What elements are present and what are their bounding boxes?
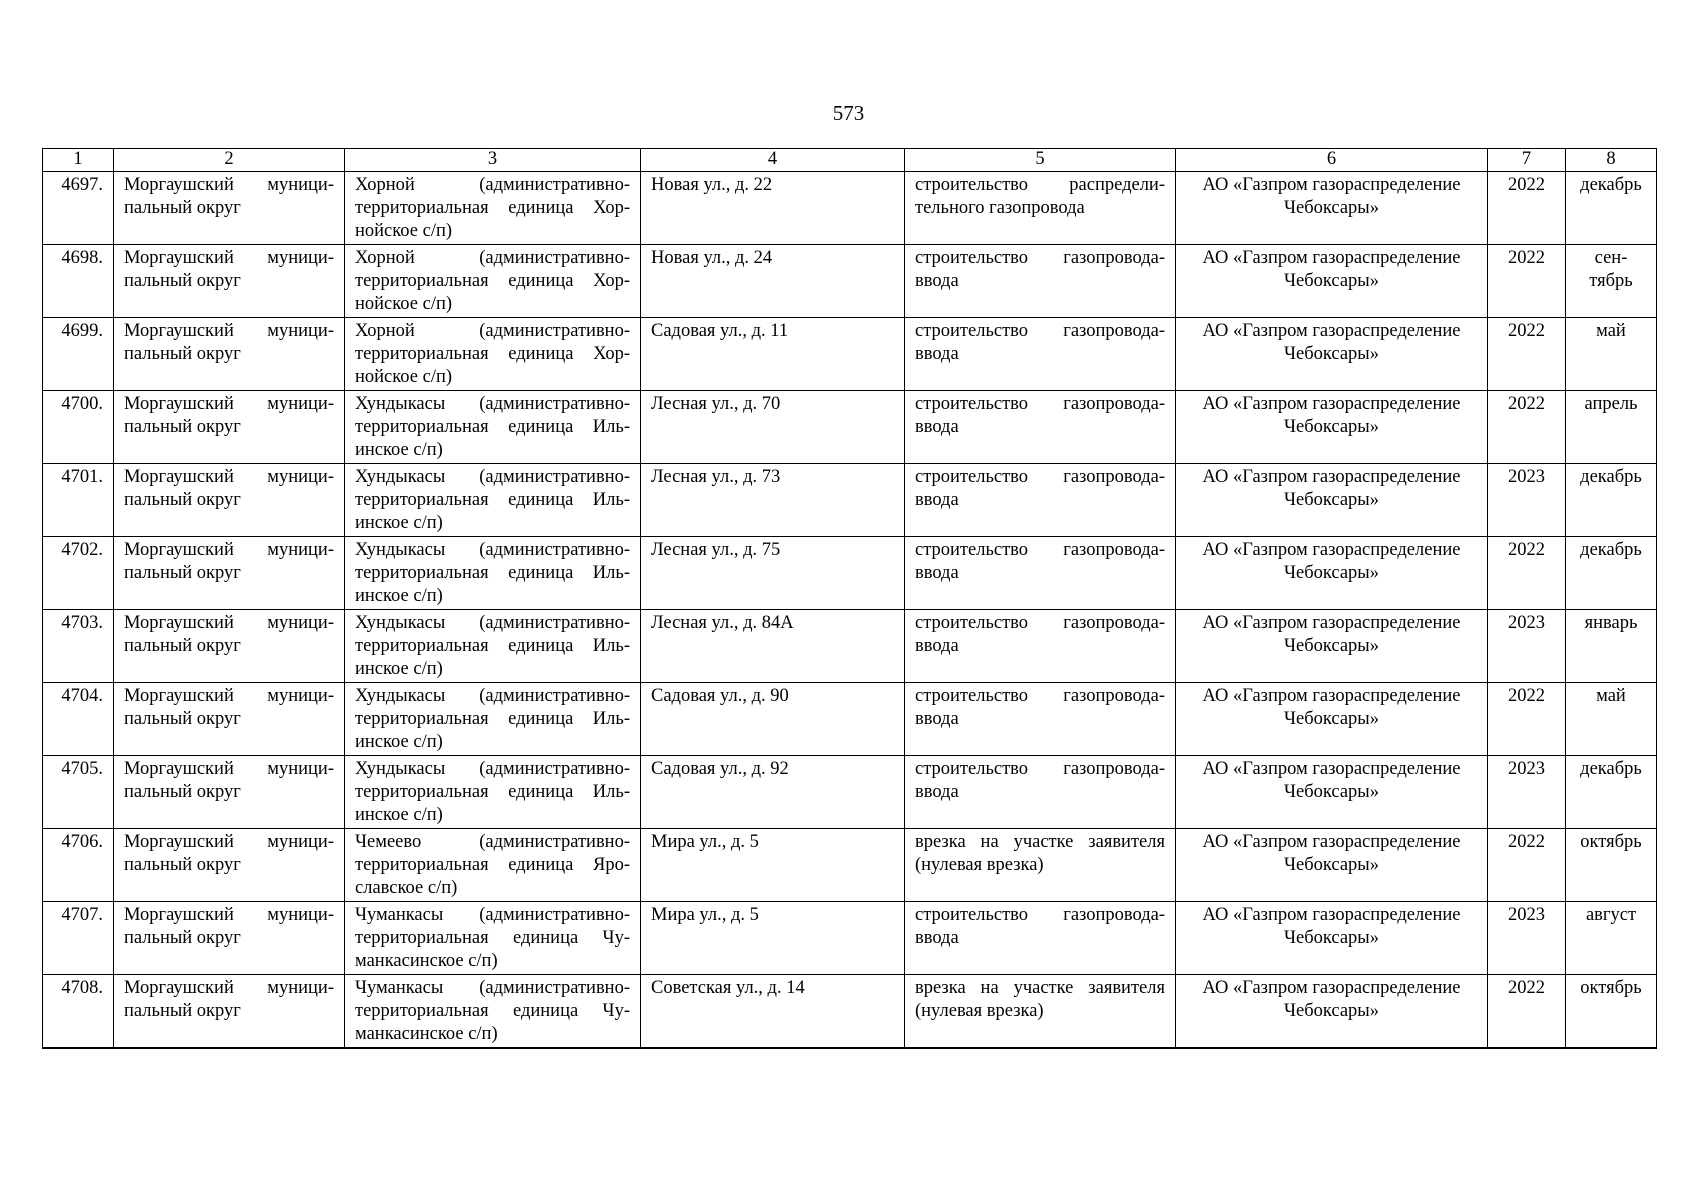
table-row bbox=[43, 537, 1657, 610]
column-header: 8 bbox=[1566, 149, 1657, 172]
table-row bbox=[43, 172, 1657, 245]
organization-cell: АО «Газпром газораспределение Чебоксары» bbox=[1176, 391, 1488, 464]
organization-cell: АО «Газпром газораспределение Чебоксары» bbox=[1176, 537, 1488, 610]
column-header: 5 bbox=[905, 149, 1176, 172]
organization-cell: АО «Газпром газораспределение Чебоксары» bbox=[1176, 464, 1488, 537]
organization-cell: АО «Газпром газораспределение Чебоксары» bbox=[1176, 683, 1488, 756]
district-cell: Моргаушский муници-пальный округ bbox=[114, 756, 345, 829]
organization-cell: АО «Газпром газораспределение Чебоксары» bbox=[1176, 902, 1488, 975]
district-cell: Моргаушский муници-пальный округ bbox=[114, 829, 345, 902]
work-type-cell: строительство газопровода-ввода bbox=[905, 391, 1176, 464]
district-cell: Моргаушский муници-пальный округ bbox=[114, 172, 345, 245]
locality-cell: Чуманкасы (административно-территориальная единица Чу-манкасинское с/п) bbox=[345, 975, 641, 1049]
table-row bbox=[43, 829, 1657, 902]
row-number: 4703. bbox=[43, 610, 114, 683]
address-cell: Советская ул., д. 14 bbox=[641, 975, 905, 1049]
address-cell: Новая ул., д. 22 bbox=[641, 172, 905, 245]
column-number-header-row bbox=[43, 149, 1657, 172]
locality-cell: Хундыкасы (административно-территориальная единица Иль-инское с/п) bbox=[345, 537, 641, 610]
month-cell: май bbox=[1566, 683, 1657, 756]
row-number: 4699. bbox=[43, 318, 114, 391]
locality-cell: Хорной (административно-территориальная единица Хор-нойское с/п) bbox=[345, 245, 641, 318]
district-cell: Моргаушский муници-пальный округ bbox=[114, 537, 345, 610]
row-number: 4708. bbox=[43, 975, 114, 1049]
row-number: 4707. bbox=[43, 902, 114, 975]
table-row bbox=[43, 318, 1657, 391]
year-cell: 2023 bbox=[1488, 902, 1566, 975]
locality-cell: Хундыкасы (административно-территориальная единица Иль-инское с/п) bbox=[345, 610, 641, 683]
district-cell: Моргаушский муници-пальный округ bbox=[114, 318, 345, 391]
organization-cell: АО «Газпром газораспределение Чебоксары» bbox=[1176, 829, 1488, 902]
row-number: 4705. bbox=[43, 756, 114, 829]
table-row bbox=[43, 610, 1657, 683]
year-cell: 2023 bbox=[1488, 610, 1566, 683]
organization-cell: АО «Газпром газораспределение Чебоксары» bbox=[1176, 318, 1488, 391]
organization-cell: АО «Газпром газораспределение Чебоксары» bbox=[1176, 975, 1488, 1049]
address-cell: Новая ул., д. 24 bbox=[641, 245, 905, 318]
organization-cell: АО «Газпром газораспределение Чебоксары» bbox=[1176, 172, 1488, 245]
month-cell: сен-тябрь bbox=[1566, 245, 1657, 318]
page-number: 573 bbox=[832, 101, 865, 125]
row-number: 4706. bbox=[43, 829, 114, 902]
column-header: 6 bbox=[1176, 149, 1488, 172]
work-type-cell: строительство газопровода-ввода bbox=[905, 756, 1176, 829]
column-header: 2 bbox=[114, 149, 345, 172]
row-number: 4702. bbox=[43, 537, 114, 610]
address-cell: Лесная ул., д. 70 bbox=[641, 391, 905, 464]
address-cell: Садовая ул., д. 90 bbox=[641, 683, 905, 756]
work-type-cell: врезка на участке заявителя (нулевая врезка) bbox=[905, 829, 1176, 902]
locality-cell: Хундыкасы (административно-территориальная единица Иль-инское с/п) bbox=[345, 756, 641, 829]
locality-cell: Хундыкасы (административно-территориальная единица Иль-инское с/п) bbox=[345, 683, 641, 756]
year-cell: 2023 bbox=[1488, 756, 1566, 829]
month-cell: октябрь bbox=[1566, 975, 1657, 1049]
work-type-cell: строительство газопровода-ввода bbox=[905, 245, 1176, 318]
year-cell: 2022 bbox=[1488, 975, 1566, 1049]
table-row bbox=[43, 683, 1657, 756]
year-cell: 2022 bbox=[1488, 245, 1566, 318]
address-cell: Лесная ул., д. 75 bbox=[641, 537, 905, 610]
year-cell: 2022 bbox=[1488, 683, 1566, 756]
month-cell: декабрь bbox=[1566, 172, 1657, 245]
locality-cell: Чемеево (административно-территориальная единица Яро-славское с/п) bbox=[345, 829, 641, 902]
column-header: 4 bbox=[641, 149, 905, 172]
address-cell: Мира ул., д. 5 bbox=[641, 902, 905, 975]
month-cell: декабрь bbox=[1566, 464, 1657, 537]
district-cell: Моргаушский муници-пальный округ bbox=[114, 245, 345, 318]
row-number: 4700. bbox=[43, 391, 114, 464]
work-type-cell: строительство газопровода-ввода bbox=[905, 318, 1176, 391]
table-row bbox=[43, 902, 1657, 975]
column-header: 3 bbox=[345, 149, 641, 172]
month-cell: октябрь bbox=[1566, 829, 1657, 902]
month-cell: август bbox=[1566, 902, 1657, 975]
work-type-cell: строительство газопровода-ввода bbox=[905, 902, 1176, 975]
work-type-cell: строительство газопровода-ввода bbox=[905, 610, 1176, 683]
year-cell: 2022 bbox=[1488, 537, 1566, 610]
organization-cell: АО «Газпром газораспределение Чебоксары» bbox=[1176, 610, 1488, 683]
locality-cell: Хорной (административно-территориальная единица Хор-нойское с/п) bbox=[345, 172, 641, 245]
table-row bbox=[43, 391, 1657, 464]
row-number: 4701. bbox=[43, 464, 114, 537]
month-cell: январь bbox=[1566, 610, 1657, 683]
district-cell: Моргаушский муници-пальный округ bbox=[114, 683, 345, 756]
gasification-table bbox=[42, 148, 1657, 1049]
district-cell: Моргаушский муници-пальный округ bbox=[114, 464, 345, 537]
district-cell: Моргаушский муници-пальный округ bbox=[114, 610, 345, 683]
table-row bbox=[43, 464, 1657, 537]
column-header: 1 bbox=[43, 149, 114, 172]
organization-cell: АО «Газпром газораспределение Чебоксары» bbox=[1176, 245, 1488, 318]
address-cell: Садовая ул., д. 92 bbox=[641, 756, 905, 829]
work-type-cell: строительство газопровода-ввода bbox=[905, 683, 1176, 756]
year-cell: 2022 bbox=[1488, 391, 1566, 464]
month-cell: май bbox=[1566, 318, 1657, 391]
month-cell: декабрь bbox=[1566, 756, 1657, 829]
month-cell: декабрь bbox=[1566, 537, 1657, 610]
row-number: 4698. bbox=[43, 245, 114, 318]
address-cell: Лесная ул., д. 73 bbox=[641, 464, 905, 537]
year-cell: 2023 bbox=[1488, 464, 1566, 537]
work-type-cell: строительство газопровода-ввода bbox=[905, 464, 1176, 537]
year-cell: 2022 bbox=[1488, 829, 1566, 902]
row-number: 4697. bbox=[43, 172, 114, 245]
district-cell: Моргаушский муници-пальный округ bbox=[114, 975, 345, 1049]
work-type-cell: строительство распредели-тельного газопровода bbox=[905, 172, 1176, 245]
year-cell: 2022 bbox=[1488, 172, 1566, 245]
address-cell: Садовая ул., д. 11 bbox=[641, 318, 905, 391]
table-row bbox=[43, 245, 1657, 318]
district-cell: Моргаушский муници-пальный округ bbox=[114, 902, 345, 975]
table-row bbox=[43, 756, 1657, 829]
work-type-cell: врезка на участке заявителя (нулевая врезка) bbox=[905, 975, 1176, 1049]
table-row bbox=[43, 975, 1657, 1049]
locality-cell: Чуманкасы (административно-территориальная единица Чу-манкасинское с/п) bbox=[345, 902, 641, 975]
district-cell: Моргаушский муници-пальный округ bbox=[114, 391, 345, 464]
column-header: 7 bbox=[1488, 149, 1566, 172]
address-cell: Мира ул., д. 5 bbox=[641, 829, 905, 902]
organization-cell: АО «Газпром газораспределение Чебоксары» bbox=[1176, 756, 1488, 829]
address-cell: Лесная ул., д. 84А bbox=[641, 610, 905, 683]
month-cell: апрель bbox=[1566, 391, 1657, 464]
year-cell: 2022 bbox=[1488, 318, 1566, 391]
row-number: 4704. bbox=[43, 683, 114, 756]
locality-cell: Хорной (административно-территориальная единица Хор-нойское с/п) bbox=[345, 318, 641, 391]
work-type-cell: строительство газопровода-ввода bbox=[905, 537, 1176, 610]
locality-cell: Хундыкасы (административно-территориальная единица Иль-инское с/п) bbox=[345, 391, 641, 464]
locality-cell: Хундыкасы (административно-территориальная единица Иль-инское с/п) bbox=[345, 464, 641, 537]
